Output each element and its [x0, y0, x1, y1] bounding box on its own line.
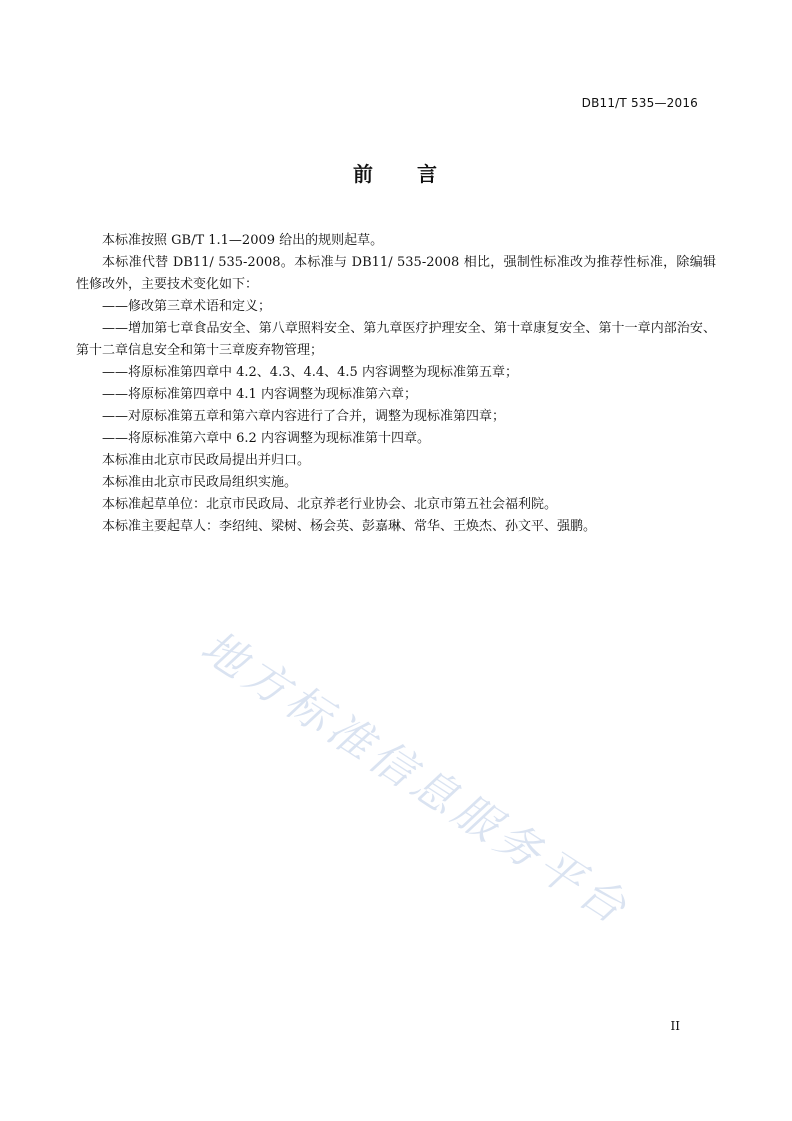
page-title	[0, 158, 792, 187]
change-item-chapter-fourteen: ——将原标准第六章中 6.2 内容调整为现标准第十四章。	[102, 431, 430, 446]
watermark: 地方标准信息服务平台	[191, 621, 640, 937]
paragraph-drafting-units: 本标准起草单位：北京市民政局、北京养老行业协会、北京市第五社会福利院。	[102, 497, 558, 512]
foreword-body	[76, 230, 716, 538]
change-item-chapter-four: ——对原标准第五章和第六章内容进行了合并，调整为现标准第四章；	[102, 409, 506, 424]
change-item-chapter-five: ——将原标准第四章中 4.2、4.3、4.4、4.5 内容调整为现标准第五章；	[102, 365, 518, 380]
paragraph-implementer: 本标准由北京市民政局组织实施。	[102, 475, 298, 490]
page-title-part2: 言	[417, 162, 439, 186]
page-number: II	[670, 1019, 680, 1033]
paragraph-drafters: 本标准主要起草人：李绍纯、梁树、杨会英、彭嘉琳、常华、王焕杰、孙文平、强鹏。	[102, 519, 597, 534]
change-item-chapter-six: ——将原标准第四章中 4.1 内容调整为现标准第六章；	[102, 387, 417, 402]
paragraph-proposer: 本标准由北京市民政局提出并归口。	[102, 453, 311, 468]
change-item-new-chapters: ——增加第七章食品安全、第八章照料安全、第九章医疗护理安全、第十章康复安全、第十一章内部治安、第十二章信息安全和第十三章废弃物管理；	[76, 321, 716, 358]
paragraph-drafting-rules: 本标准按照 GB/T 1.1—2009 给出的规则起草。	[102, 233, 384, 248]
change-item-terms: ——修改第三章术语和定义；	[102, 299, 272, 314]
page-title-part1: 前	[353, 162, 375, 186]
document-code-header: DB11/T 535—2016	[581, 96, 698, 110]
paragraph-replacement: 本标准代替 DB11/ 535-2008。本标准与 DB11/ 535-2008 相比，强制性标准改为推荐性标准，除编辑性修改外，主要技术变化如下：	[76, 255, 716, 292]
